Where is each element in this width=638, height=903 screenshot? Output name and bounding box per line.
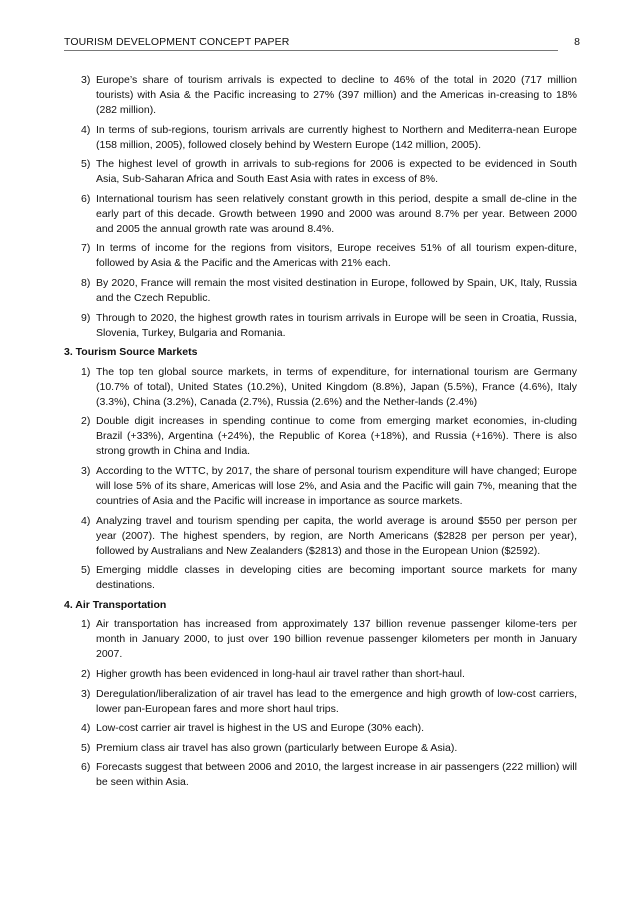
header-title: TOURISM DEVELOPMENT CONCEPT PAPER [64,36,290,48]
item-text: Higher growth has been evidenced in long-haul air travel rather than short-haul. [96,667,465,680]
list-item [64,741,577,756]
item-number: 2) [81,667,91,680]
list-item [64,365,577,410]
item-number: 8) [81,276,91,289]
item-text: Europe’s share of tourism arrivals is expected to decline to 46% of the total in 2020 (717 million tourists) with Asia & the Pacific increasing to 27% (397 million) and the Americas in-creasing to 18% (282 million). [96,74,577,116]
item-text: Low-cost carrier air travel is highest in the US and Europe (30% each). [96,722,424,735]
list-item [64,514,577,559]
air-transportation-list [64,617,577,790]
list-item [64,464,577,509]
item-text: Premium class air travel has also grown (particularly between Europe & Asia). [96,741,458,754]
item-text: Forecasts suggest that between 2006 and 2010, the largest increase in air passengers (222 million) will be seen within Asia. [96,761,577,789]
list-item [64,123,577,153]
section-heading-source-markets: 3. Tourism Source Markets [64,346,198,359]
item-text: By 2020, France will remain the most visited destination in Europe, followed by Spain, UK, Italy, Russia and the Czech Republic. [96,276,577,304]
item-text: The highest level of growth in arrivals to sub-regions for 2006 is expected to be evidenced in South Asia, Sub-Saharan Africa and South East Asia with rates in excess of 8%. [96,158,577,186]
item-number: 7) [81,242,91,255]
list-item [64,687,577,717]
item-text: The top ten global source markets, in terms of expenditure, for international tourism are Germany (10.7% of total), United States (10.2%), United Kingdom (8.8%), Japan (5.5%), France (4.6%), Italy (3.3%), China (3.2%), Canada (2.7%), Russia (2.6%) and the Nether-lands (2.4%) [96,365,577,408]
item-number: 3) [81,687,91,700]
item-number: 4) [81,514,91,527]
item-text: Through to 2020, the highest growth rates in tourism arrivals in Europe will be seen in Croatia, Russia, Slovenia, Turkey, Bulgaria and Romania. [96,311,577,339]
list-item [64,414,577,459]
page-content [64,73,577,795]
item-number: 5) [81,158,91,171]
item-number: 5) [81,564,91,577]
item-text: In terms of income for the regions from visitors, Europe receives 51% of all tourism expen-diture, followed by Asia & the Pacific and the Americas with 21% each. [96,242,577,270]
item-number: 3) [81,74,91,86]
list-item [64,311,577,341]
list-item [64,276,577,306]
item-text: Emerging middle classes in developing cities are becoming important source markets for many destinations. [96,564,577,592]
item-text: In terms of sub-regions, tourism arrivals are currently highest to Northern and Mediterra-nean Europe (158 million, 2005), followed closely behind by Western Europe (142 million, 2005). [96,123,577,151]
list-item [64,157,577,187]
item-number: 9) [81,311,91,324]
item-text: Deregulation/liberalization of air travel has lead to the emergence and high growth of low-cost carriers, lower pan-European fares and more short haul trips. [96,687,577,715]
list-item [64,721,577,736]
item-number: 3) [81,464,91,477]
page-number: 8 [574,36,580,48]
list-item [64,563,577,593]
header-rule [64,50,558,51]
item-text: Double digit increases in spending continue to come from emerging market economies, in-cluding Brazil (+33%), Argentina (+24%), the Republic of Korea (+18%), and Russia (+16%). There is also strong growth in China and India. [96,415,577,458]
item-number: 4) [81,722,91,735]
list-item [64,192,577,237]
item-number: 1) [81,618,91,631]
item-number: 6) [81,192,91,205]
section-heading-air-transportation: 4. Air Transportation [64,598,167,611]
item-number: 5) [81,741,91,754]
list-item [64,667,577,682]
intro-list [64,73,577,341]
item-text: International tourism has seen relatively constant growth in this period, despite a small de-cline in the early part of this decade. Growth between 1990 and 2000 was around 8.7% per year. Between 2000 and 2005 the annual growth rate was around 8.4%. [96,192,577,235]
page-header [64,36,580,52]
list-item [64,73,577,118]
list-item [64,617,577,662]
item-number: 6) [81,761,91,774]
source-markets-list [64,365,577,593]
item-text: Analyzing travel and tourism spending per capita, the world average is around $550 per person per year (2007). The highest spenders, by region, are North Americans ($2828 per person per year), followed by Australians and New Zealanders ($2813) and those in the European Union ($2592). [96,514,577,557]
list-item [64,760,577,790]
item-number: 4) [81,123,91,136]
item-number: 1) [81,365,91,378]
list-item [64,241,577,271]
item-text: According to the WTTC, by 2017, the share of personal tourism expenditure will have changed; Europe will lose 5% of its share, Americas will lose 2%, and Asia and the Pacific will gain 7%, meaning that the countries of Asia and the Pacific will increase in importance as source markets. [96,464,577,507]
item-number: 2) [81,415,91,428]
item-text: Air transportation has increased from approximately 137 billion revenue passenger kilome-ters per month in January 2000, to just over 190 billion revenue passenger kilometers per month in January 2007. [96,618,577,661]
